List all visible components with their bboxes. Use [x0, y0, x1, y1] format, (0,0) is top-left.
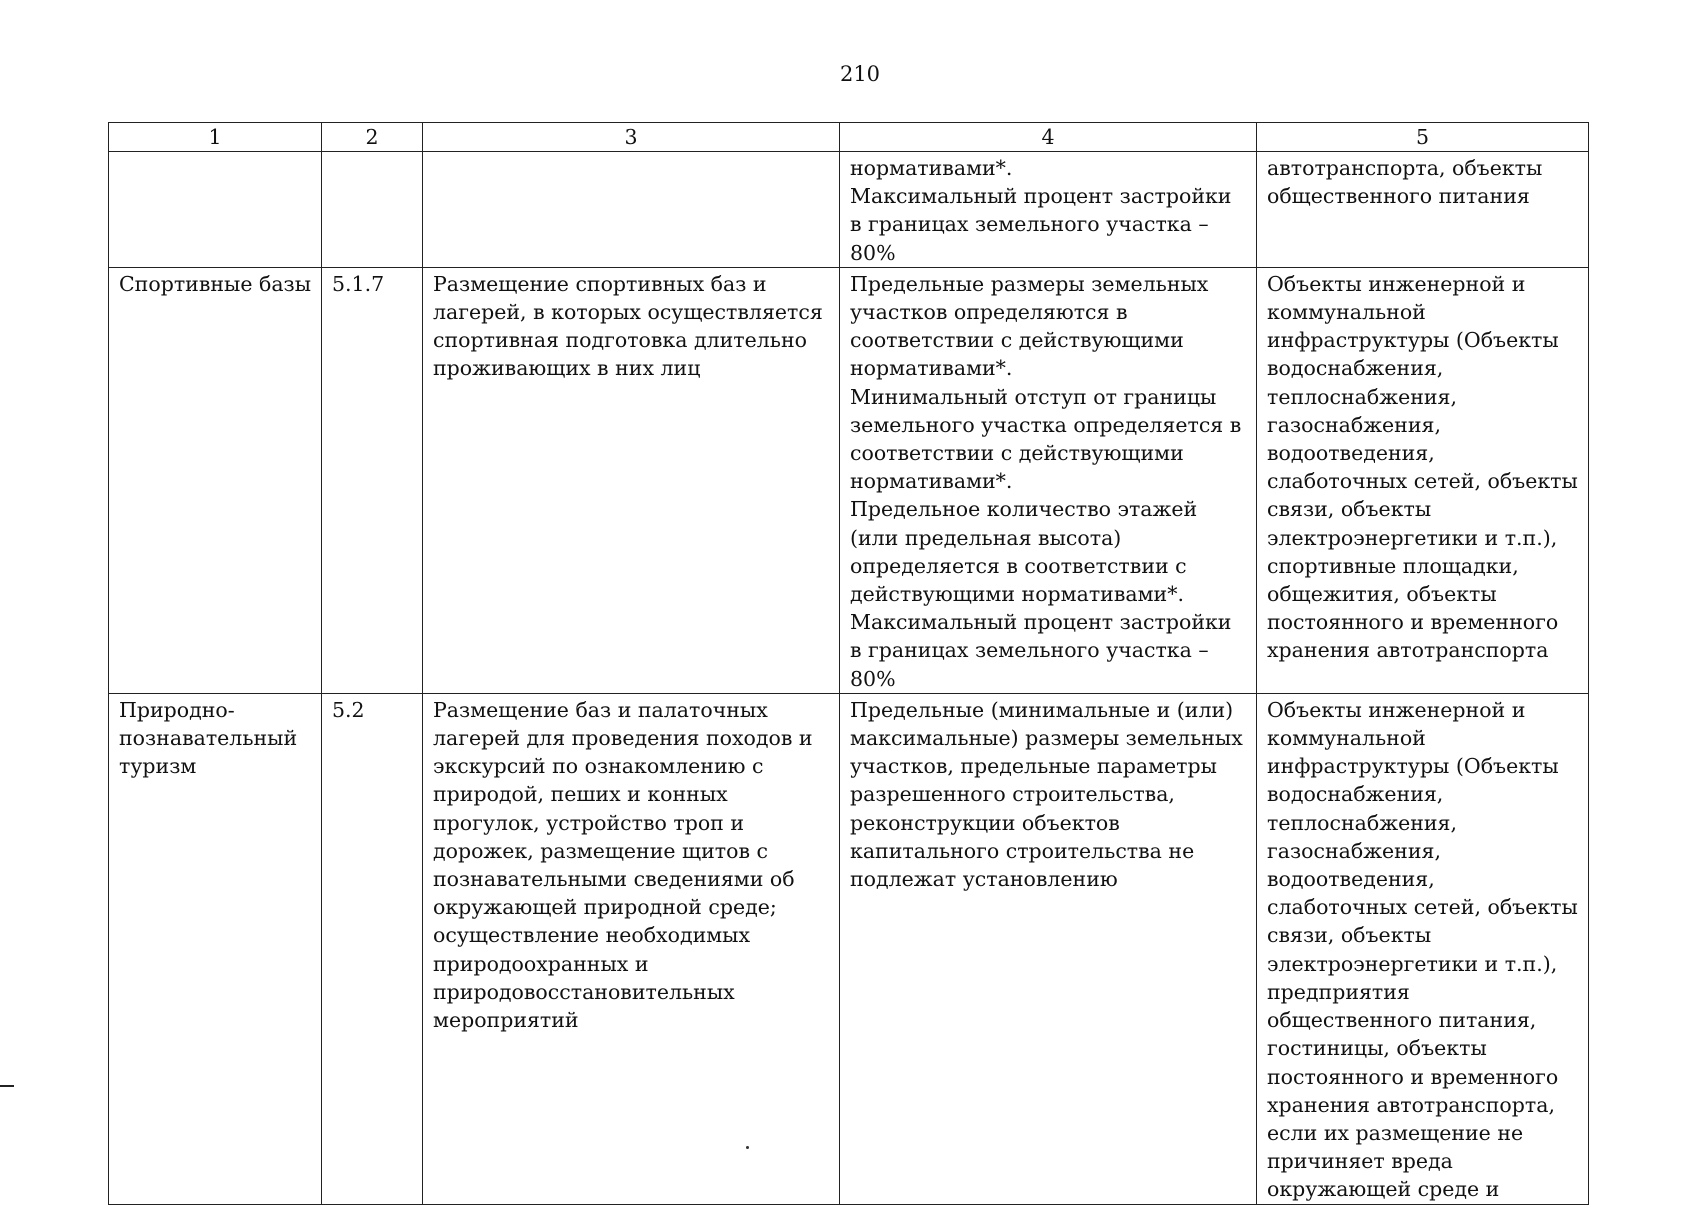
cell-description: Размещение баз и палаточных лагерей для проведения походов и экскурсий по ознакомлению с природой, пеших и конных прогулок, устройство троп и дорожек, размещение щитов с познавательными сведениями об окружающей природной среде; осуществление необходимых природоохранных и природовосстановительных мероприятий — [423, 693, 840, 1204]
column-header-5: 5 — [1257, 123, 1589, 152]
cell-parameters: Предельные (минимальные и (или) максимальные) размеры земельных участков, предельные параметры разрешенного строительства, реконструкции объектов капитального строительства не подлежат установлению — [840, 693, 1257, 1204]
cell-auxiliary-uses: Объекты инженерной и коммунальной инфраструктуры (Объекты водоснабжения, теплоснабжения, газоснабжения, водоотведения, слаботочных сетей, объекты связи, объекты электроэнергетики и т.п.), спортивные площадки, общежития, объекты постоянного и временного хранения автотранспорта — [1257, 267, 1589, 693]
cell-parameters: нормативами*. Максимальный процент застройки в границах земельного участка – 80% — [840, 152, 1257, 268]
column-header-2: 2 — [322, 123, 423, 152]
cell-code: 5.1.7 — [322, 267, 423, 693]
column-header-1: 1 — [109, 123, 322, 152]
column-header-4: 4 — [840, 123, 1257, 152]
table-row-sport-bases — [109, 267, 1589, 693]
cell-use-name — [109, 152, 322, 268]
cell-use-name: Природно-познавательный туризм — [109, 693, 322, 1204]
table-header-row — [109, 123, 1589, 152]
land-use-table — [108, 122, 1589, 1205]
table-row-continuation — [109, 152, 1589, 268]
cell-code: 5.2 — [322, 693, 423, 1204]
cell-description — [423, 152, 840, 268]
cell-code — [322, 152, 423, 268]
page-number: 210 — [839, 62, 881, 86]
cell-description: Размещение спортивных баз и лагерей, в которых осуществляется спортивная подготовка длительно проживающих в них лиц — [423, 267, 840, 693]
column-header-3: 3 — [423, 123, 840, 152]
scan-margin-mark — [0, 1085, 14, 1087]
cell-parameters: Предельные размеры земельных участков определяются в соответствии с действующими нормативами*. Минимальный отступ от границы земельного участка определяется в соответствии с действующими нормативами*. Предельное количество этажей (или предельная высота) определяется в соответствии с действующими нормативами*. Максимальный процент застройки в границах земельного участка – 80% — [840, 267, 1257, 693]
cell-auxiliary-uses: Объекты инженерной и коммунальной инфраструктуры (Объекты водоснабжения, теплоснабжения, газоснабжения, водоотведения, слаботочных сетей, объекты связи, объекты электроэнергетики и т.п.), предприятия общественного питания, гостиницы, объекты постоянного и временного хранения автотранспорта, если их размещение не причиняет вреда окружающей среде и — [1257, 693, 1589, 1204]
table-row-nature-tourism — [109, 693, 1589, 1204]
cell-use-name: Спортивные базы — [109, 267, 322, 693]
scan-dot-mark — [746, 1146, 749, 1149]
cell-auxiliary-uses: автотранспорта, объекты общественного питания — [1257, 152, 1589, 268]
